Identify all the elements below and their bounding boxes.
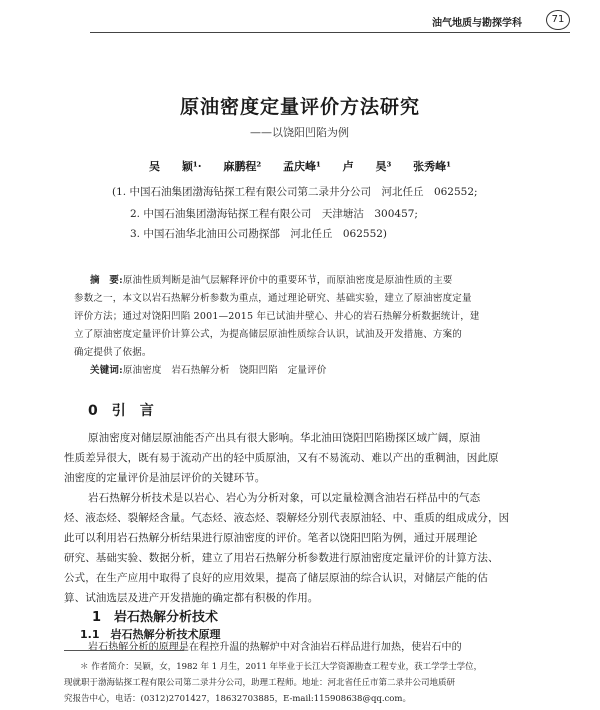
body-line: 性质差异很大，既有易于流动产出的轻中质原油，又有不易流动、难以产出的重稠油，因此原 xyxy=(64,452,499,464)
body-line: 油密度的定量评价是油层评价的关键环节。 xyxy=(64,472,266,484)
keywords-label: 关键词: xyxy=(90,365,123,376)
paper-subtitle: ——以饶阳凹陷为例 xyxy=(250,126,349,139)
affiliation-2: 2. 中国石油集团渤海钻探工程有限公司 天津塘沽 300457; xyxy=(130,208,418,220)
footnote-line: 现就职于渤海钻探工程有限公司第二录井分公司，助理工程师。地址：河北省任丘市第二录井公司地质研 xyxy=(64,678,456,688)
header-rule xyxy=(90,32,570,33)
abstract-line: 确定提供了依据。 xyxy=(74,347,152,358)
section-heading-1: 1 岩石热解分析技术 xyxy=(92,610,219,625)
body-line: 研究、基础实验、数据分析，建立了用岩石热解分析参数进行原油密度定量评价的计算方法、 xyxy=(64,552,499,564)
footnote-line: 究报告中心，电话：(0312)2701427，18632703885，E-mail:115908638@qq.com。 xyxy=(64,694,411,704)
running-header: 油气地质与勘探学科 xyxy=(432,18,522,29)
body-line: 算、试油选层及进产开发措施的确定都有积极的作用。 xyxy=(64,592,319,604)
affiliation-1: (1. 中国石油集团渤海钻探工程有限公司第二录井分公司 河北任丘 062552; xyxy=(112,186,478,198)
section-heading-intro: 0 引 言 xyxy=(88,403,154,419)
body-line: 岩石热解分析的原理是在程控升温的热解炉中对含油岩石样品进行加热，使岩石中的 xyxy=(88,642,462,653)
body-line: 原油密度对储层原油能否产出具有很大影响。华北油田饶阳凹陷勘探区域广阔，原油 xyxy=(88,432,481,444)
subsection-heading-1-1: 1.1 岩石热解分析技术原理 xyxy=(80,628,221,641)
abstract-line: 参数之一，本文以岩石热解分析参数为重点，通过理论研究、基础实验，建立了原油密度定量 xyxy=(74,293,472,304)
body-line: 岩石热解分析技术是以岩心、岩心为分析对象，可以定量检测含油岩石样品中的气态 xyxy=(88,492,481,504)
keywords-text: 原油密度 岩石热解分析 饶阳凹陷 定量评价 xyxy=(122,365,327,376)
keywords-line xyxy=(90,362,327,376)
footnote-line: ＊ 作者简介：吴颖，女，1982 年 1 月生，2011 年毕业于长江大学资源勘查工程专业，获工学学士学位， xyxy=(80,662,483,672)
abstract-line: 评价方法；通过对饶阳凹陷 2001—2015 年已试油井壁心、井心的岩石热解分析数据统计，建 xyxy=(74,311,480,322)
paper-title: 原油密度定量评价方法研究 xyxy=(179,96,420,118)
affiliation-3: 3. 中国石油华北油田公司勘探部 河北任丘 062552) xyxy=(130,228,388,240)
abstract-line xyxy=(90,272,453,286)
author-list: 吴 颖¹· 麻鹏程² 孟庆峰¹ 卢 昊³ 张秀峰¹ xyxy=(149,160,451,173)
abstract-line: 立了原油密度定量评价计算公式，为提高储层原油性质综合认识，试油及开发措施、方案的 xyxy=(74,329,463,340)
abstract-label: 摘 要: xyxy=(90,275,123,286)
body-line: 此可以利用岩石热解分析结果进行原油密度的评价。笔者以饶阳凹陷为例，通过开展理论 xyxy=(64,532,478,544)
page-number: 71 xyxy=(546,10,570,30)
footnote-rule xyxy=(64,650,184,651)
body-line: 烃、液态烃、裂解烃含量。气态烃、液态烃、裂解烃分别代表原油轻、中、重质的组成成分，因 xyxy=(64,512,510,524)
body-line: 公式，在生产应用中取得了良好的应用效果，提高了储层原油的综合认识，对储层产能的估 xyxy=(64,572,488,584)
abstract-text: 原油性质判断是油气层解释评价中的重要环节，而原油密度是原油性质的主要 xyxy=(122,275,453,286)
